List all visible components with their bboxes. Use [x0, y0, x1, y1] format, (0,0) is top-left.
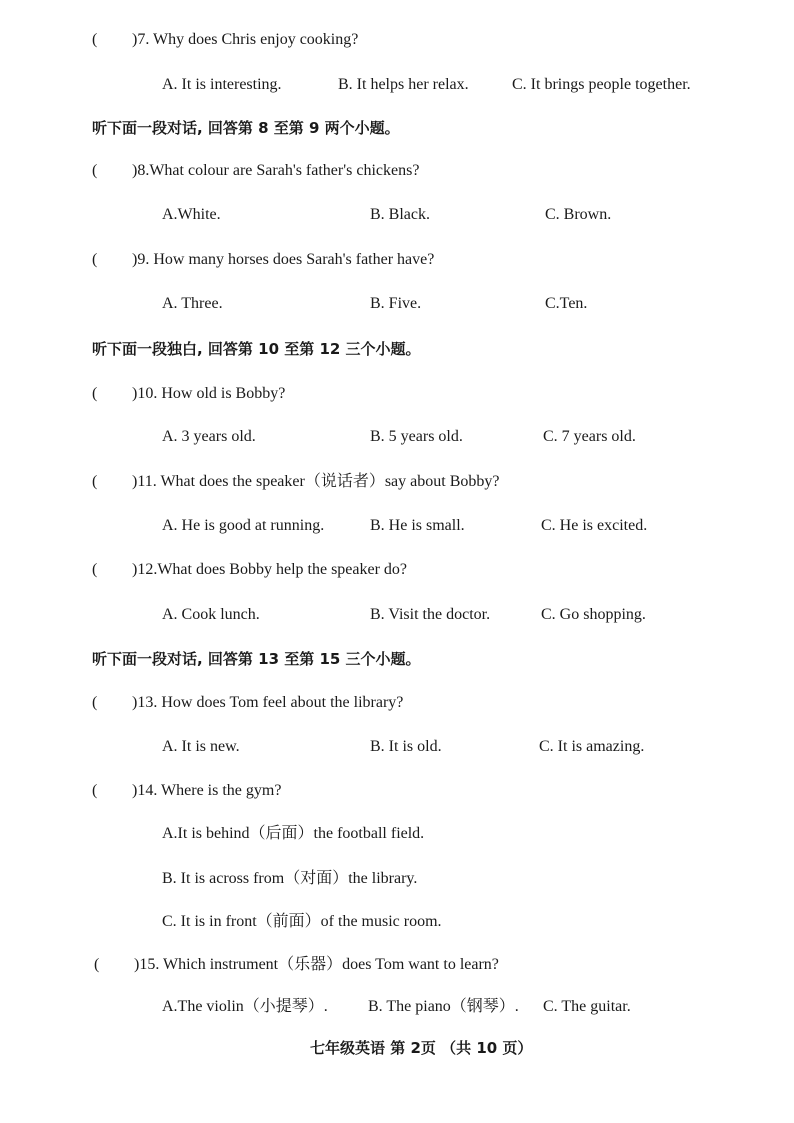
- answer-bracket[interactable]: (: [92, 782, 98, 799]
- question-text: )11. What does the speaker（说话者）say about Bobby?: [132, 473, 500, 490]
- question-text: )9. How many horses does Sarah's father have?: [132, 251, 435, 268]
- option-9a[interactable]: A. Three.: [162, 295, 223, 312]
- question-text: )8.What colour are Sarah's father's chickens?: [132, 162, 420, 179]
- option-14b[interactable]: B. It is across from（对面）the library.: [162, 870, 418, 887]
- option-10c[interactable]: C. 7 years old.: [543, 428, 636, 445]
- option-7c[interactable]: C. It brings people together.: [512, 76, 691, 93]
- question-14: [92, 781, 281, 801]
- question-text: )14. Where is the gym?: [132, 782, 282, 799]
- option-11a[interactable]: A. He is good at running.: [162, 517, 325, 534]
- question-9: [92, 250, 434, 270]
- section-instruction-1: 听下面一段对话, 回答第 8 至第 9 两个小题。: [92, 119, 400, 137]
- question-13: [92, 693, 403, 713]
- section-instruction-3: 听下面一段对话, 回答第 13 至第 15 三个小题。: [92, 650, 421, 668]
- question-text: )12.What does Bobby help the speaker do?: [132, 561, 408, 578]
- question-15: [94, 955, 499, 975]
- option-15b[interactable]: B. The piano（钢琴）.: [368, 998, 519, 1015]
- question-text: )13. How does Tom feel about the library?: [132, 694, 404, 711]
- option-12b[interactable]: B. Visit the doctor.: [370, 606, 491, 623]
- option-7a[interactable]: A. It is interesting.: [162, 76, 282, 93]
- option-10a[interactable]: A. 3 years old.: [162, 428, 256, 445]
- option-8c[interactable]: C. Brown.: [545, 206, 612, 223]
- option-13c[interactable]: C. It is amazing.: [539, 738, 645, 755]
- question-text: )15. Which instrument（乐器）does Tom want to learn?: [134, 956, 499, 973]
- option-8a[interactable]: A.White.: [162, 206, 221, 223]
- option-8b[interactable]: B. Black.: [370, 206, 430, 223]
- answer-bracket[interactable]: (: [92, 694, 98, 711]
- answer-bracket[interactable]: (: [92, 561, 98, 578]
- option-13a[interactable]: A. It is new.: [162, 738, 240, 755]
- answer-bracket[interactable]: (: [92, 251, 98, 268]
- option-15a[interactable]: A.The violin（小提琴）.: [162, 998, 328, 1015]
- option-10b[interactable]: B. 5 years old.: [370, 428, 463, 445]
- question-text: )10. How old is Bobby?: [132, 385, 286, 402]
- option-15c[interactable]: C. The guitar.: [543, 998, 631, 1015]
- answer-bracket[interactable]: (: [92, 473, 98, 490]
- option-14c[interactable]: C. It is in front（前面）of the music room.: [162, 913, 442, 930]
- option-9c[interactable]: C.Ten.: [545, 295, 588, 312]
- answer-bracket[interactable]: (: [92, 31, 98, 48]
- answer-bracket[interactable]: (: [92, 162, 98, 179]
- question-text: )7. Why does Chris enjoy cooking?: [132, 31, 359, 48]
- page-footer: 七年级英语 第 2页 （共 10 页）: [310, 1039, 533, 1057]
- option-14a[interactable]: A.It is behind（后面）the football field.: [162, 825, 425, 842]
- option-13b[interactable]: B. It is old.: [370, 738, 442, 755]
- option-7b[interactable]: B. It helps her relax.: [338, 76, 469, 93]
- answer-bracket[interactable]: (: [94, 956, 100, 973]
- section-instruction-2: 听下面一段独白, 回答第 10 至第 12 三个小题。: [92, 340, 421, 358]
- option-9b[interactable]: B. Five.: [370, 295, 422, 312]
- answer-bracket[interactable]: (: [92, 385, 98, 402]
- question-11: [92, 472, 499, 492]
- question-7: [92, 30, 358, 50]
- question-8: [92, 161, 419, 181]
- option-11b[interactable]: B. He is small.: [370, 517, 465, 534]
- option-11c[interactable]: C. He is excited.: [541, 517, 648, 534]
- question-10: [92, 384, 285, 404]
- option-12c[interactable]: C. Go shopping.: [541, 606, 646, 623]
- question-12: [92, 560, 407, 580]
- option-12a[interactable]: A. Cook lunch.: [162, 606, 260, 623]
